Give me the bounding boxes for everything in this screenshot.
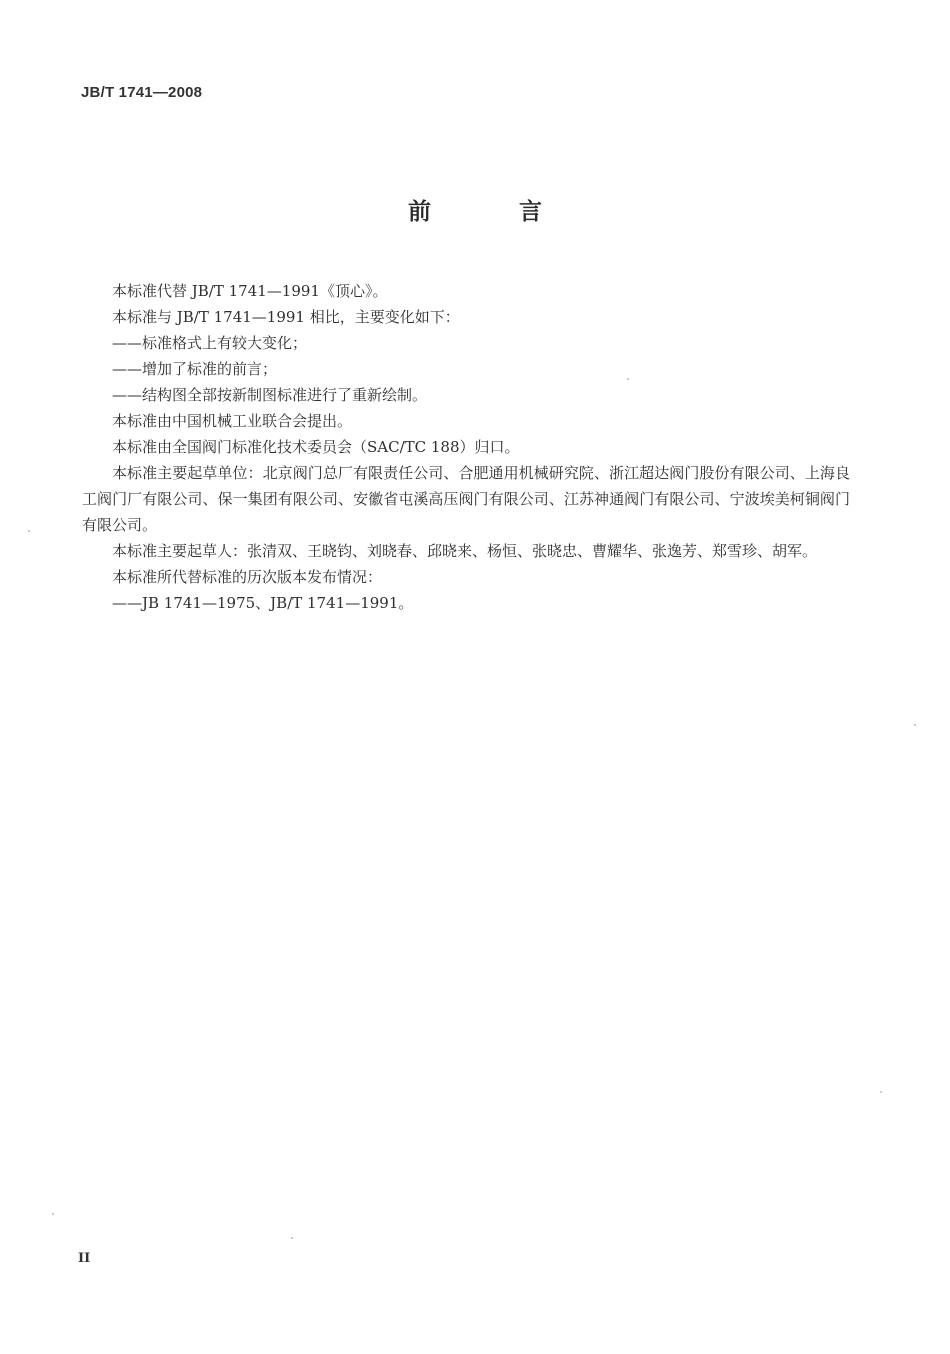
scan-speck: [627, 378, 629, 380]
paragraph-under-jurisdiction: 本标准由全国阀门标准化技术委员会（SAC/TC 188）归口。: [112, 438, 520, 456]
paragraph-change-drawings: ——结构图全部按新制图标准进行了重新绘制。: [112, 386, 428, 404]
scan-speck: [914, 724, 916, 726]
scan-speck: [291, 1237, 293, 1239]
scan-speck: [880, 1091, 882, 1093]
paragraph-replaces: 本标准代替 JB/T 1741—1991《顶心》。: [112, 282, 388, 300]
paragraph-drafting-units: 本标准主要起草单位：北京阀门总厂有限责任公司、合肥通用机械研究院、浙江超达阀门股份有限公司、上海良工阀门厂有限公司、保一集团有限公司、安徽省屯溪高压阀门有限公司、江苏神通阀门有限公司、宁波埃美柯铜阀门有限公司。: [82, 464, 850, 534]
page-number: II: [78, 1251, 91, 1266]
scan-speck: [28, 530, 30, 532]
paragraph-drafters: 本标准主要起草人：张清双、王晓钧、刘晓春、邱晓来、杨恒、张晓忠、曹耀华、张逸芳、郑雪珍、胡军。: [112, 542, 818, 560]
page-title: 前 言: [407, 199, 582, 225]
paragraph-proposed-by: 本标准由中国机械工业联合会提出。: [112, 412, 353, 430]
paragraph-previous-editions: ——JB 1741—1975、JB/T 1741—1991。: [112, 594, 414, 612]
standard-code-header: JB/T 1741—2008: [81, 84, 203, 101]
paragraph-change-foreword: ——增加了标准的前言；: [112, 360, 278, 378]
foreword-body: [82, 278, 850, 616]
scan-speck: [52, 1213, 54, 1215]
paragraph-changes-intro: 本标准与 JB/T 1741—1991 相比，主要变化如下：: [112, 308, 460, 326]
paragraph-previous-editions-intro: 本标准所代替标准的历次版本发布情况：: [112, 568, 383, 586]
paragraph-change-format: ——标准格式上有较大变化；: [112, 334, 308, 352]
